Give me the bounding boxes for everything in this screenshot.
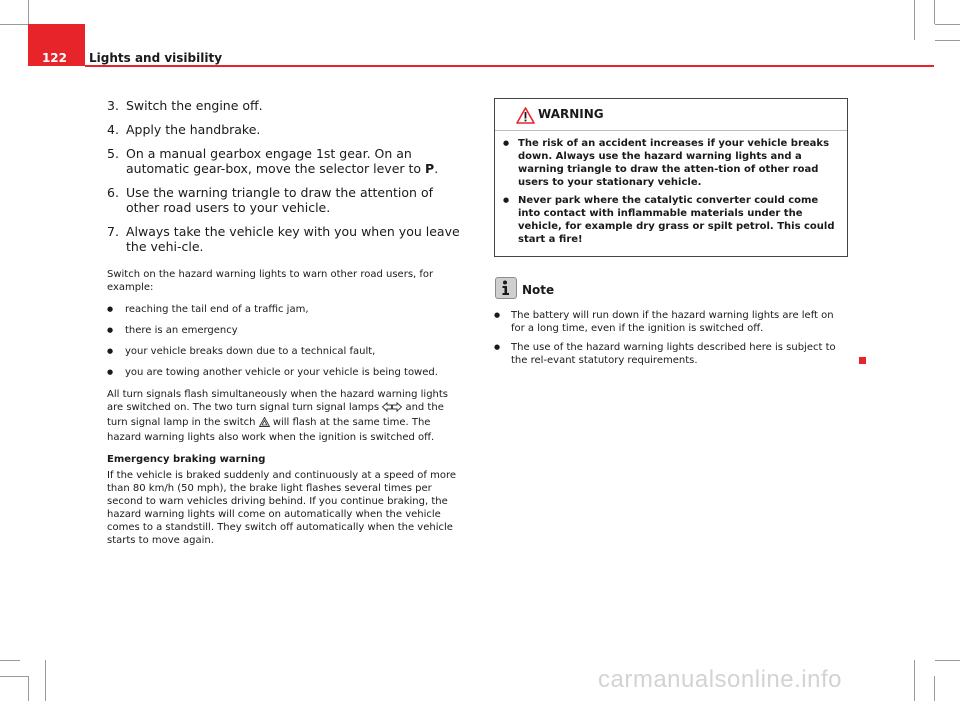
- note-title: Note: [522, 283, 555, 297]
- step-text: Always take the vehicle key with you when you leave the vehi-cle.: [126, 224, 460, 254]
- section-end-marker: [859, 357, 866, 364]
- warning-point: ● The risk of an accident increases if your vehicle breaks down. Always use the hazard warning lights and a warning triangle to draw the atten-tion of other road users to your stationary vehicle.: [500, 137, 841, 189]
- note-icon: [495, 277, 517, 299]
- step-text: Switch the engine off.: [126, 98, 263, 113]
- warning-title: WARNING: [538, 107, 604, 121]
- step-number: 7.: [107, 224, 119, 239]
- warning-header: [495, 99, 847, 131]
- note-point: ● The battery will run down if the hazard warning lights are left on for a long time, even if the ignition is switched off.: [494, 309, 848, 335]
- crop-mark: [935, 24, 960, 25]
- step-number: 4.: [107, 122, 119, 137]
- step-item: [107, 98, 465, 113]
- step-item: [107, 146, 465, 176]
- warning-point: ● Never park where the catalytic converter could come into contact with inflammable materials under the vehicle, for example dry grass or spilt petrol. This could start a fire!: [500, 194, 841, 246]
- crop-mark: [45, 660, 46, 701]
- steps-list: [107, 98, 465, 254]
- step-number: 5.: [107, 146, 119, 161]
- page-number: 122: [28, 24, 85, 66]
- left-column: [107, 98, 465, 556]
- emergency-heading: Emergency braking warning: [107, 454, 266, 465]
- step-text: Apply the handbrake.: [126, 122, 261, 137]
- crop-mark: [934, 0, 935, 24]
- watermark: carmanualsonline.info: [598, 666, 842, 693]
- turn-signal-left-icon: [382, 402, 392, 416]
- crop-mark: [0, 660, 20, 661]
- crop-mark: [0, 24, 28, 25]
- step-text: Use the warning triangle to draw the attention of other road users to your vehicle.: [126, 185, 433, 215]
- crop-mark: [935, 660, 960, 661]
- crop-mark: [914, 660, 915, 701]
- step-text: On a manual gearbox engage 1st gear. On an automatic gear-box, move the selector lever to: [126, 146, 426, 176]
- header-rule: [85, 65, 934, 67]
- note-body: [494, 309, 848, 367]
- list-item: ● reaching the tail end of a traffic jam,: [107, 303, 465, 316]
- paragraph-text: will flash at the same time. The hazard warning lights also work when the ignition is switched off.: [107, 417, 435, 443]
- crop-mark: [28, 676, 29, 701]
- warning-body: [495, 131, 847, 256]
- emergency-text: If the vehicle is braked suddenly and continuously at a speed of more than 80 km/h (50 mph), the brake light flashes several times per second to warn vehicles driving behind. If you continue braking, the hazard warning lights will come on automatically when the vehicle comes to a standstill. They switch off automatically when the vehicle starts to move again.: [107, 470, 457, 546]
- paragraph-text: and the turn signal lamp in the switch: [107, 402, 444, 428]
- crop-mark: [935, 40, 960, 41]
- selector-position: P: [425, 161, 435, 176]
- warning-box: [494, 98, 848, 257]
- intro-text: Switch on the hazard warning lights to warn other road users, for example:: [107, 269, 434, 293]
- note-point: ● The use of the hazard warning lights described here is subject to the rel-evant statutory requirements.: [494, 341, 848, 367]
- paragraph-text: All turn signals flash simultaneously when the hazard warning lights are switched on. The two turn signal turn signal lamps: [107, 389, 449, 413]
- list-item: ● there is an emergency: [107, 324, 465, 337]
- hazard-triangle-icon: [259, 417, 270, 431]
- crop-mark: [0, 676, 28, 677]
- crop-mark: [28, 0, 29, 24]
- step-item: [107, 122, 465, 137]
- examples-list: [107, 303, 465, 379]
- turn-signal-right-icon: [392, 402, 402, 416]
- warning-triangle-icon: [516, 105, 535, 136]
- right-column: [494, 98, 848, 373]
- step-item: [107, 185, 465, 215]
- list-item: ● you are towing another vehicle or your vehicle is being towed.: [107, 366, 465, 379]
- section-title: Lights and visibility: [89, 51, 223, 65]
- step-number: 6.: [107, 185, 119, 200]
- step-text-end: .: [434, 161, 439, 176]
- page-header: [28, 24, 934, 66]
- step-item: [107, 224, 465, 254]
- crop-mark: [934, 676, 935, 701]
- step-number: 3.: [107, 98, 119, 113]
- turn-signal-paragraph: [107, 388, 465, 444]
- note-header: [494, 277, 848, 303]
- list-item: ● your vehicle breaks down due to a technical fault,: [107, 345, 465, 358]
